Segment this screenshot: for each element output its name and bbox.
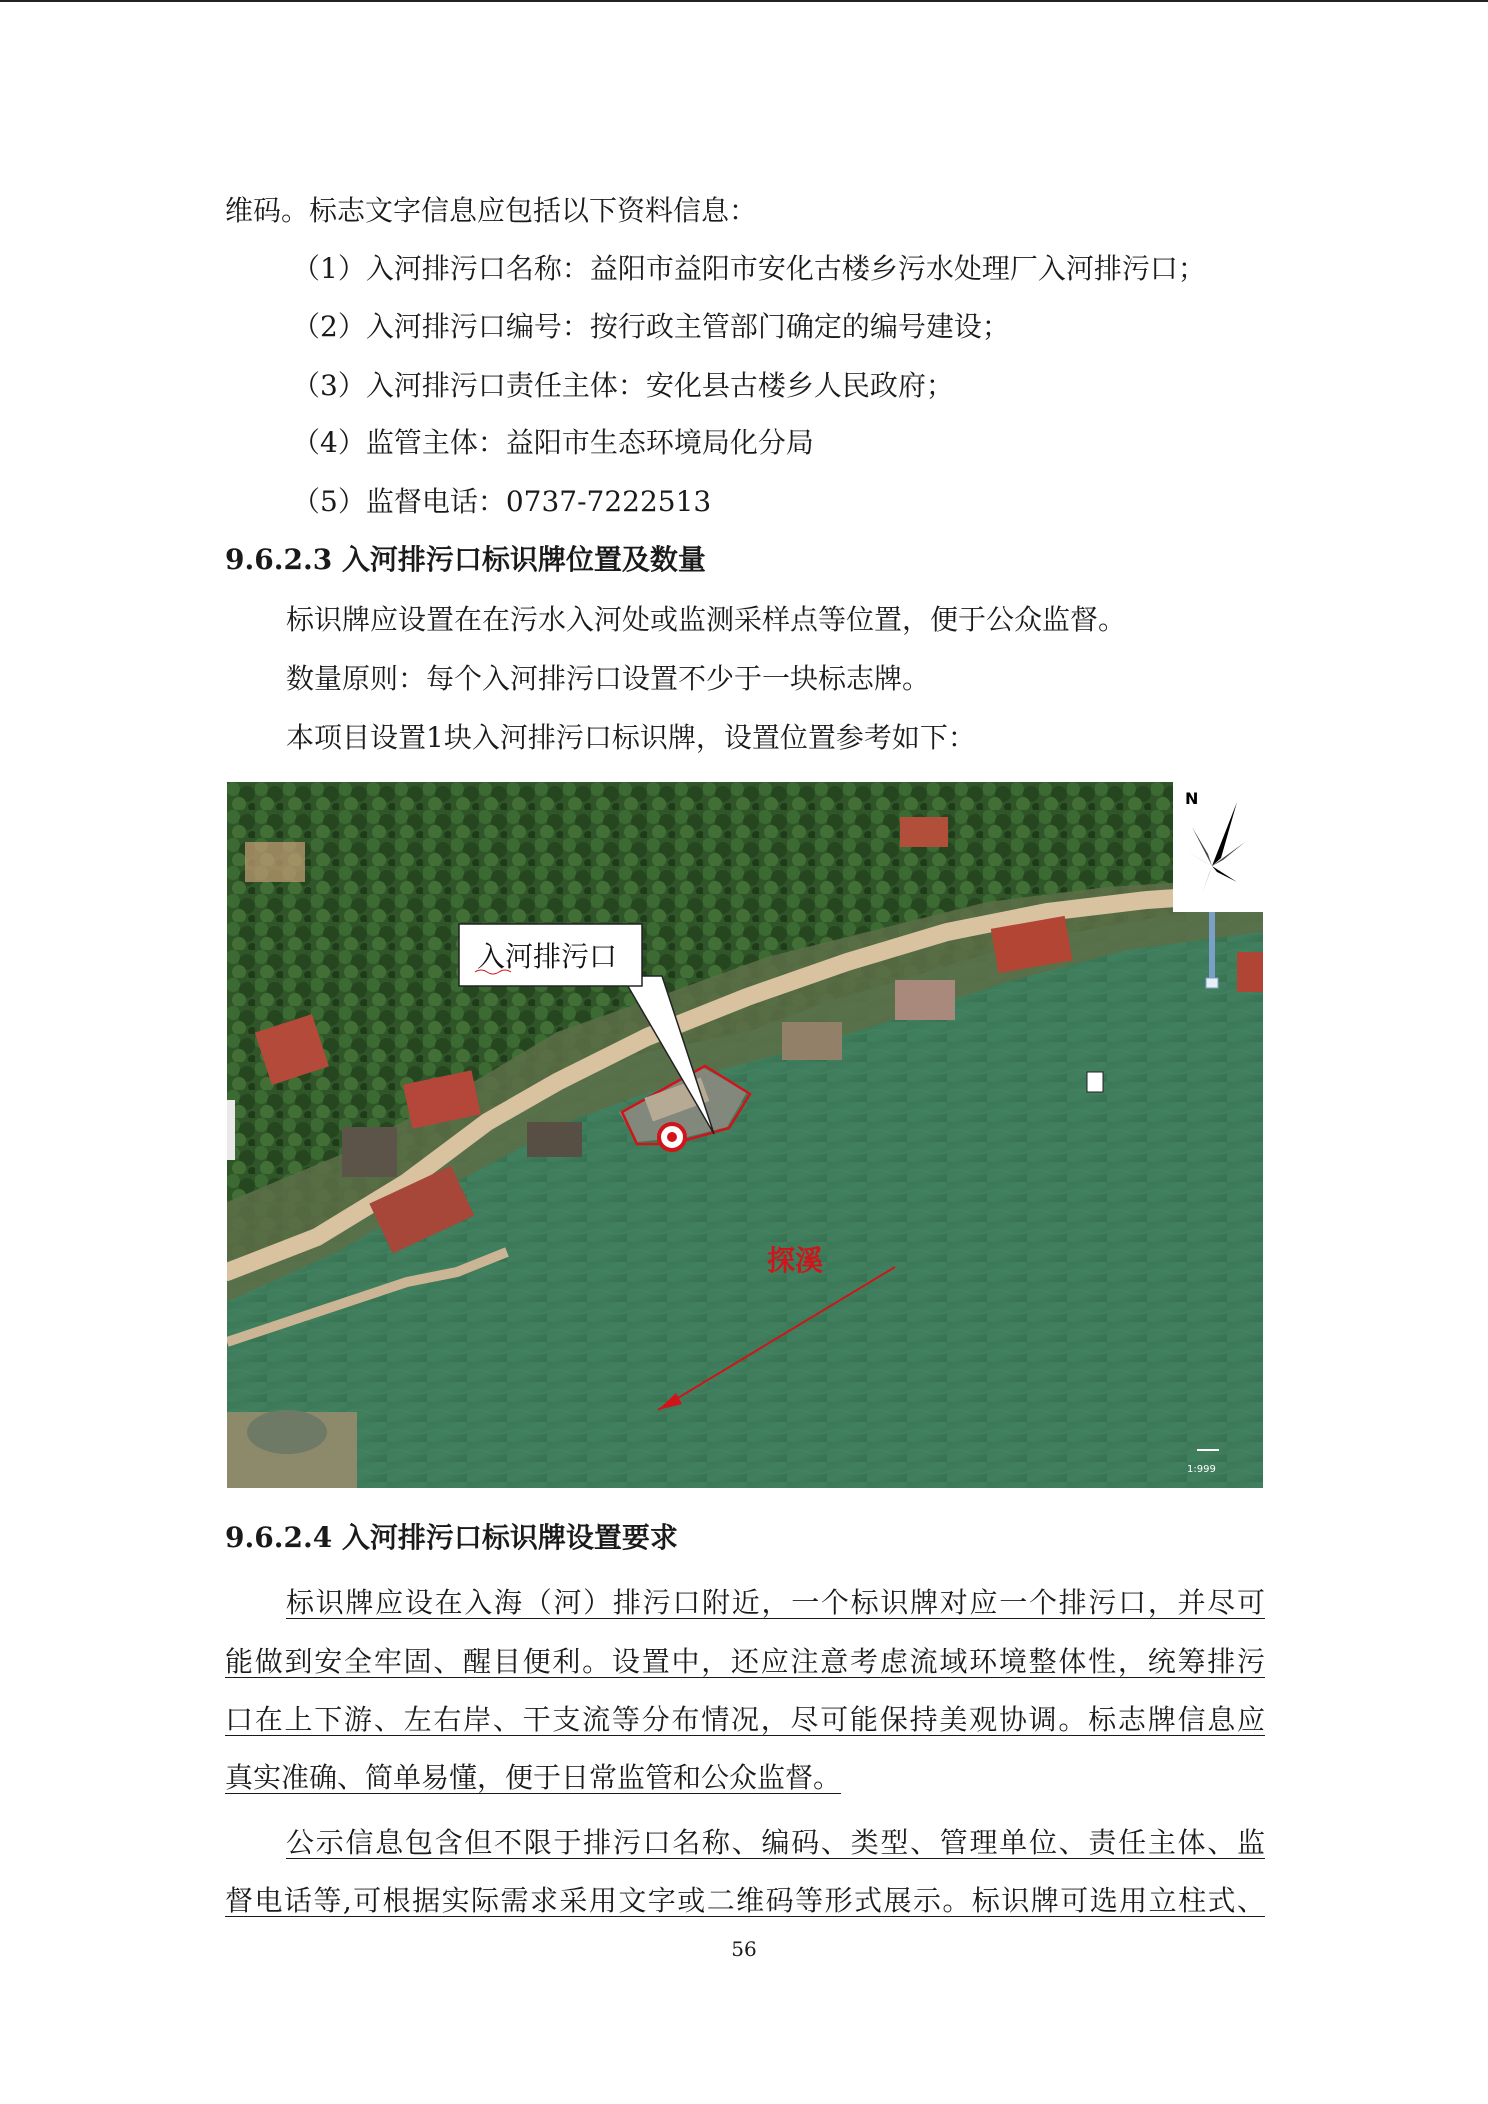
paragraph-quantity: 数量原则：每个入河排污口设置不少于一块标志牌。 <box>286 662 931 695</box>
fuel-marker-icon <box>1087 1072 1103 1092</box>
info-item-responsible: （3）入河排污口责任主体：安化县古楼乡人民政府； <box>292 369 954 402</box>
info-item-supervisor: （4）监管主体：益阳市生态环境局化分局 <box>292 426 814 459</box>
req-para2-line2: 督电话等,可根据实际需求采用文字或二维码等形式展示。标识牌可选用立柱式、 <box>225 1884 1265 1917</box>
outfall-location-map <box>227 782 1263 1488</box>
intro-line: 维码。标志文字信息应包括以下资料信息： <box>225 194 758 227</box>
req-para1-line1: 标识牌应设在入海（河）排污口附近，一个标识牌对应一个排污口，并尽可 <box>286 1586 1265 1619</box>
info-item-code: （2）入河排污口编号：按行政主管部门确定的编号建设； <box>292 310 1010 343</box>
callout-label: 入河排污口 <box>477 940 618 973</box>
section-heading-9623: 9.6.2.3 入河排污口标识牌位置及数量 <box>225 543 706 576</box>
req-para1-line2: 能做到安全牢固、醒目便利。设置中，还应注意考虑流域环境整体性，统筹排污 <box>225 1645 1265 1678</box>
river-label <box>763 1242 827 1278</box>
left-edge-tab <box>227 1100 235 1160</box>
svg-text:N: N <box>1185 789 1199 808</box>
req-para1-line4: 真实准确、简单易懂，便于日常监管和公众监督。 <box>225 1761 842 1794</box>
top-border-rule <box>0 0 1488 2</box>
svg-text:探溪: 探溪 <box>767 1244 824 1277</box>
page-number: 56 <box>731 1937 757 1961</box>
req-para1-line3: 口在上下游、左右岸、干支流等分布情况，尽可能保持美观协调。标志牌信息应 <box>225 1703 1265 1736</box>
info-item-phone: （5）监督电话：0737-7222513 <box>292 485 712 518</box>
paragraph-project-setup: 本项目设置1块入河排污口标识牌，设置位置参考如下： <box>286 721 976 754</box>
req-para2-line1: 公示信息包含但不限于排污口名称、编码、类型、管理单位、责任主体、监 <box>286 1826 1265 1859</box>
paragraph-placement: 标识牌应设置在在污水入河处或监测采样点等位置，便于公众监督。 <box>286 603 1127 636</box>
svg-text:1:999: 1:999 <box>1187 1464 1216 1475</box>
section-heading-9624: 9.6.2.4 入河排污口标识牌设置要求 <box>225 1521 678 1554</box>
satellite-map-image <box>227 782 1263 1488</box>
info-item-name: （1）入河排污口名称：益阳市益阳市安化古楼乡污水处理厂入河排污口； <box>292 252 1206 285</box>
